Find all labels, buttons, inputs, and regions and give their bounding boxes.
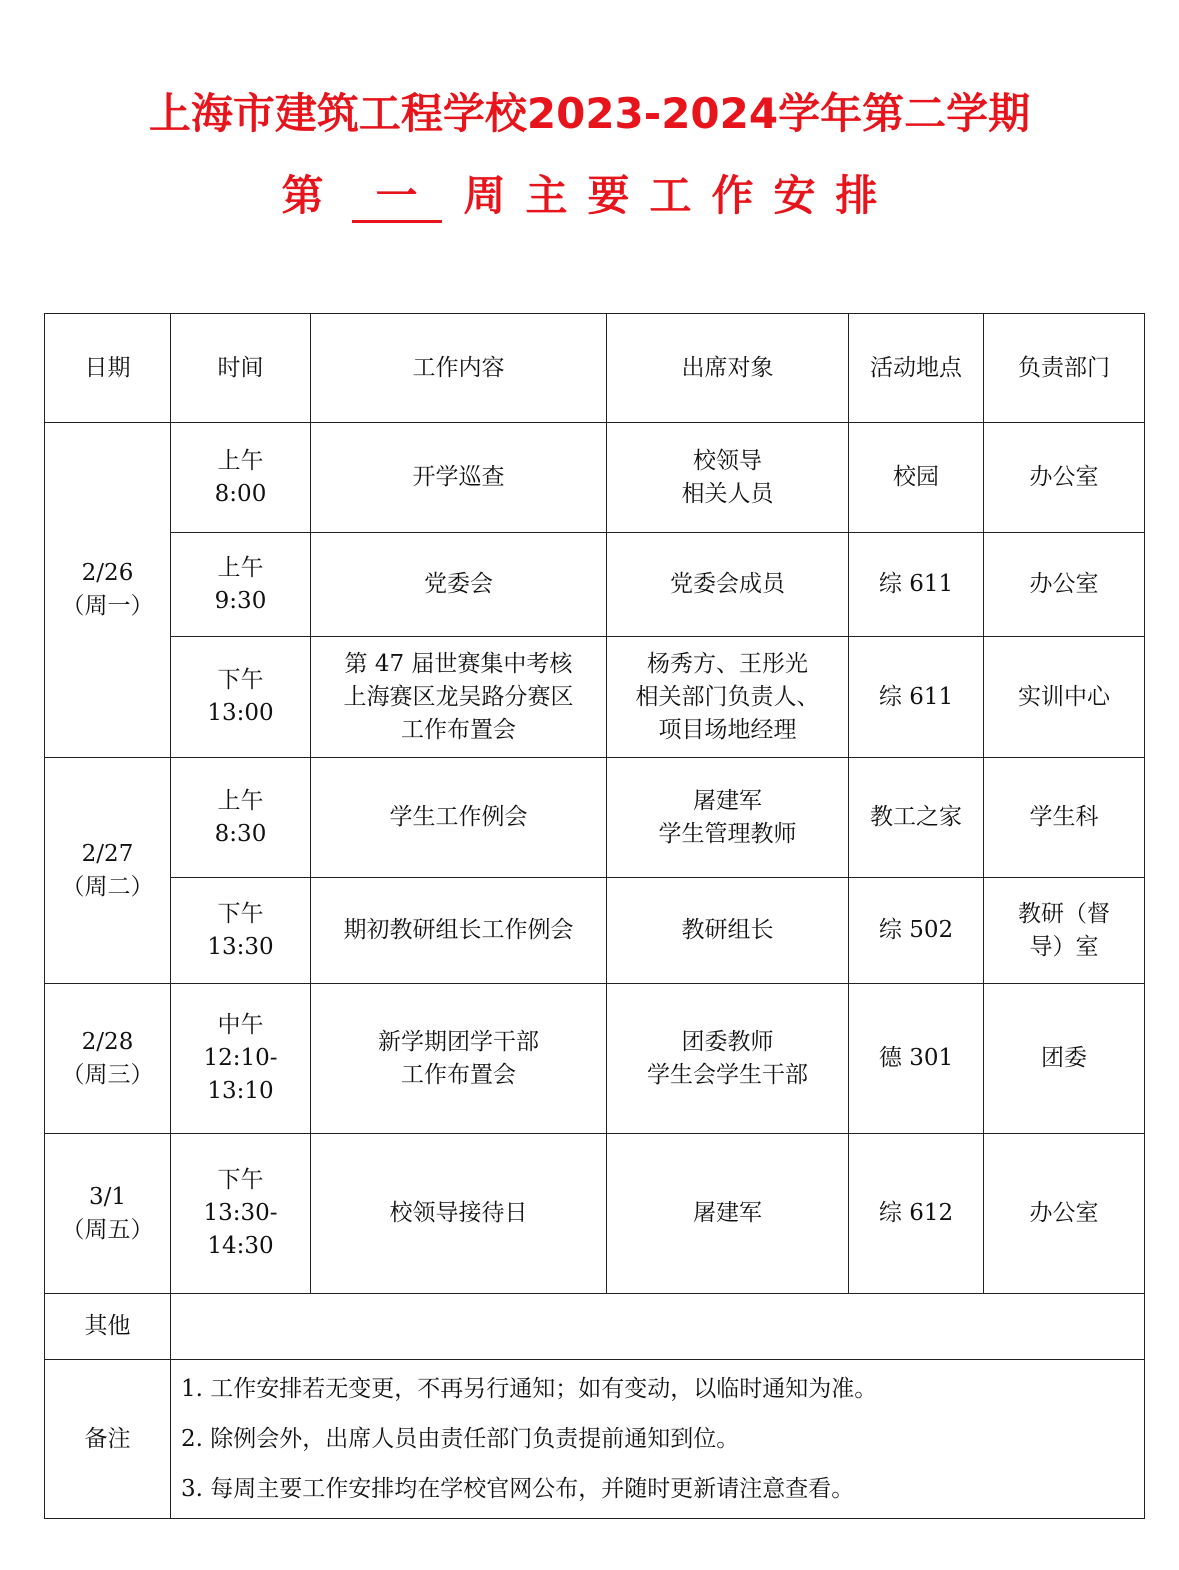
table-row	[45, 637, 1145, 758]
attendees-cell: 屠建军	[607, 1134, 849, 1294]
content-cell: 期初教研组长工作例会	[311, 878, 607, 984]
table-row	[45, 423, 1145, 533]
other-value	[171, 1294, 1145, 1360]
time-cell: 中午 12:10- 13:10	[171, 984, 311, 1134]
content-cell: 校领导接待日	[311, 1134, 607, 1294]
location-cell: 综 612	[849, 1134, 984, 1294]
department-cell: 办公室	[984, 423, 1145, 533]
location-cell: 综 611	[849, 637, 984, 758]
date: 2/28	[81, 1028, 134, 1055]
location-cell: 校园	[849, 423, 984, 533]
notes-row	[45, 1360, 1145, 1519]
schedule-table	[44, 313, 1145, 1519]
table-row	[45, 758, 1145, 878]
time-cell: 上午 8:00	[171, 423, 311, 533]
content-cell: 开学巡查	[311, 423, 607, 533]
date: 3/1	[88, 1183, 126, 1210]
department-cell: 学生科	[984, 758, 1145, 878]
header-content: 工作内容	[311, 314, 607, 423]
date: 2/26	[81, 560, 134, 586]
attendees-cell: 校领导 相关人员	[607, 423, 849, 533]
page-subtitle	[0, 168, 1179, 224]
department-cell: 教研（督 导）室	[984, 878, 1145, 984]
other-label: 其他	[45, 1294, 171, 1360]
note-item: 3. 每周主要工作安排均在学校官网公布，并随时更新请注意查看。	[181, 1476, 855, 1502]
note-item: 1. 工作安排若无变更，不再另行通知；如有变动，以临时通知为准。	[181, 1376, 878, 1402]
time-cell: 下午 13:00	[171, 637, 311, 758]
weekday: （周二）	[61, 873, 154, 900]
date-cell	[45, 984, 171, 1134]
content-cell: 学生工作例会	[311, 758, 607, 878]
weekday: （周三）	[61, 1061, 154, 1088]
other-row	[45, 1294, 1145, 1360]
department-cell: 办公室	[984, 533, 1145, 637]
department-cell: 办公室	[984, 1134, 1145, 1294]
week-number: 一	[352, 172, 442, 223]
attendees-cell: 屠建军 学生管理教师	[607, 758, 849, 878]
date-cell	[45, 423, 171, 758]
subtitle-prefix: 第	[281, 171, 344, 220]
time-cell: 上午 8:30	[171, 758, 311, 878]
table-row	[45, 533, 1145, 637]
header-date: 日期	[45, 314, 171, 423]
time-cell: 上午 9:30	[171, 533, 311, 637]
location-cell: 综 611	[849, 533, 984, 637]
attendees-cell: 教研组长	[607, 878, 849, 984]
content-cell: 党委会	[311, 533, 607, 637]
table-row	[45, 878, 1145, 984]
page-title: 上海市建筑工程学校2023-2024学年第二学期	[148, 89, 1031, 138]
content-cell: 第 47 届世赛集中考核 上海赛区龙吴路分赛区 工作布置会	[311, 637, 607, 758]
location-cell: 教工之家	[849, 758, 984, 878]
date: 2/27	[81, 840, 134, 867]
header-location: 活动地点	[849, 314, 984, 423]
notes-label: 备注	[45, 1360, 171, 1519]
attendees-cell: 杨秀方、王彤光 相关部门负责人、 项目场地经理	[607, 637, 849, 758]
time-cell: 下午 13:30- 14:30	[171, 1134, 311, 1294]
date-cell	[45, 1134, 171, 1294]
time-cell: 下午 13:30	[171, 878, 311, 984]
header-attendees: 出席对象	[607, 314, 849, 423]
table-row	[45, 984, 1145, 1134]
header-time: 时间	[171, 314, 311, 423]
table-row	[45, 1134, 1145, 1294]
location-cell: 德 301	[849, 984, 984, 1134]
header-department: 负责部门	[984, 314, 1145, 423]
weekday: （周一）	[61, 593, 154, 619]
location-cell: 综 502	[849, 878, 984, 984]
attendees-cell: 党委会成员	[607, 533, 849, 637]
notes-content	[171, 1360, 1145, 1519]
attendees-cell: 团委教师 学生会学生干部	[607, 984, 849, 1134]
department-cell: 实训中心	[984, 637, 1145, 758]
weekday: （周五）	[61, 1216, 154, 1243]
content-cell: 新学期团学干部 工作布置会	[311, 984, 607, 1134]
note-item: 2. 除例会外，出席人员由责任部门负责提前通知到位。	[181, 1426, 740, 1452]
header-row	[45, 314, 1145, 423]
date-cell	[45, 758, 171, 984]
department-cell: 团委	[984, 984, 1145, 1134]
subtitle-suffix: 周主要工作安排	[463, 171, 898, 220]
